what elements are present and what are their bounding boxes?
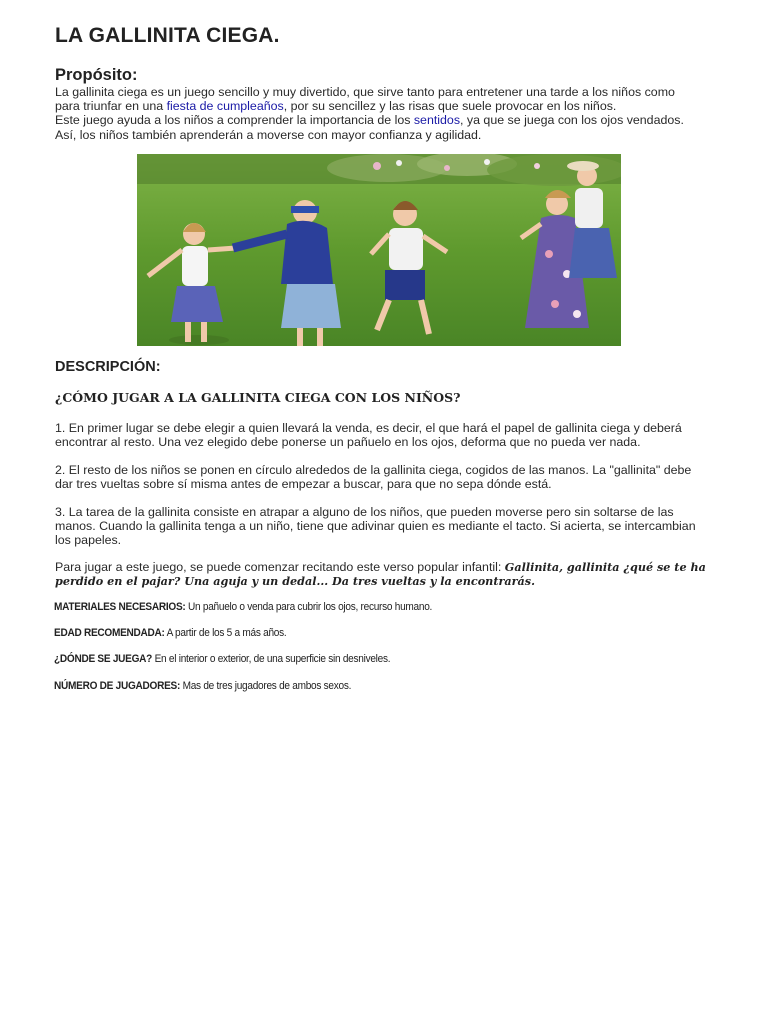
proposito-line-3 — [55, 113, 735, 127]
verse-text-1: Gallinita, gallinita ¿qué se te ha — [504, 560, 706, 574]
proposito-line-3-tail: , ya que se juega con los ojos vendados. — [460, 113, 684, 128]
verse-paragraph — [55, 560, 735, 588]
page-title: LA GALLINITA CIEGA. — [55, 24, 280, 47]
verse-intro: Para jugar a este juego, se puede comenzar recitando este verso popular infantil: — [55, 560, 505, 574]
descripcion-heading: DESCRIPCIÓN: — [55, 359, 161, 375]
step-1 — [55, 421, 735, 449]
step-1-line-2: encontrar al resto. Una vez elegido debe ponerse un pañuelo en los ojos, deforma que no pueda ver nada. — [55, 435, 641, 450]
step-2-line-2: dar tres vueltas sobre sí misma antes de empezar a buscar, para que no sepa dónde está. — [55, 477, 552, 492]
edad-row — [54, 627, 286, 639]
materiales-label: MATERIALES NECESARIOS: — [54, 601, 186, 613]
edad-label: EDAD RECOMENDADA: — [54, 627, 165, 639]
step-2-line-1: 2. El resto de los niños se ponen en círculo alrededos de la gallinita ciega, cogidos de las manos. La "gallinita" debe — [55, 463, 692, 477]
jugadores-label: NÚMERO DE JUGADORES: — [54, 680, 181, 692]
jugadores-value: Mas de tres jugadores de ambos sexos. — [180, 680, 352, 692]
proposito-line-2-text: para triunfar en una — [55, 99, 167, 114]
sentidos-link[interactable]: sentidos — [413, 113, 461, 128]
edad-value: A partir de los 5 a más años. — [164, 627, 287, 639]
materiales-value: Un pañuelo o venda para cubrir los ojos, recurso humano. — [185, 601, 433, 613]
proposito-line-1: La gallinita ciega es un juego sencillo y muy divertido, que sirve tanto para entretener una tarde a los niños como — [55, 85, 675, 99]
step-3-line-2: manos. Cuando la gallinita tenga a un niño, tiene que adivinar quien es mediante el tacto. Si acierta, se intercambian — [55, 519, 696, 534]
jugadores-row — [54, 680, 351, 692]
donde-value: En el interior o exterior, de una superficie sin desniveles. — [152, 653, 391, 665]
proposito-heading: Propósito: — [55, 66, 138, 84]
step-3-line-3: los papeles. — [55, 533, 122, 548]
materiales-row — [54, 601, 432, 613]
children-playing-photo — [137, 154, 621, 346]
proposito-line-2 — [55, 99, 735, 113]
verse-line-1 — [55, 560, 735, 574]
fiesta-cumpleanos-link[interactable]: fiesta de cumpleaños — [166, 99, 284, 114]
donde-label: ¿DÓNDE SE JUEGA? — [54, 653, 153, 665]
step-2 — [55, 463, 735, 491]
proposito-line-4: Así, los niños también aprenderán a moverse con mayor confianza y agilidad. — [55, 127, 482, 142]
como-jugar-heading: ¿CÓMO JUGAR A LA GALLINITA CIEGA CON LOS NIÑOS? — [55, 390, 461, 405]
step-3 — [55, 505, 735, 548]
proposito-line-2-tail: , por su sencillez y las risas que suele provocar en los niños. — [283, 99, 617, 114]
donde-row — [54, 653, 390, 665]
step-3-line-1: 3. La tarea de la gallinita consiste en atrapar a alguno de los niños, que pueden moverse pero sin soltarse de las — [55, 505, 674, 519]
verse-text-2: perdido en el pajar? Una aguja y un dedal... Da tres vueltas y la encontrarás. — [55, 574, 535, 589]
proposito-text — [55, 85, 735, 142]
proposito-line-3-text: Este juego ayuda a los niños a comprender la importancia de los — [55, 113, 414, 128]
step-1-line-1: 1. En primer lugar se debe elegir a quien llevará la venda, es decir, el que hará el papel de gallinita ciega y deberá — [55, 421, 682, 435]
